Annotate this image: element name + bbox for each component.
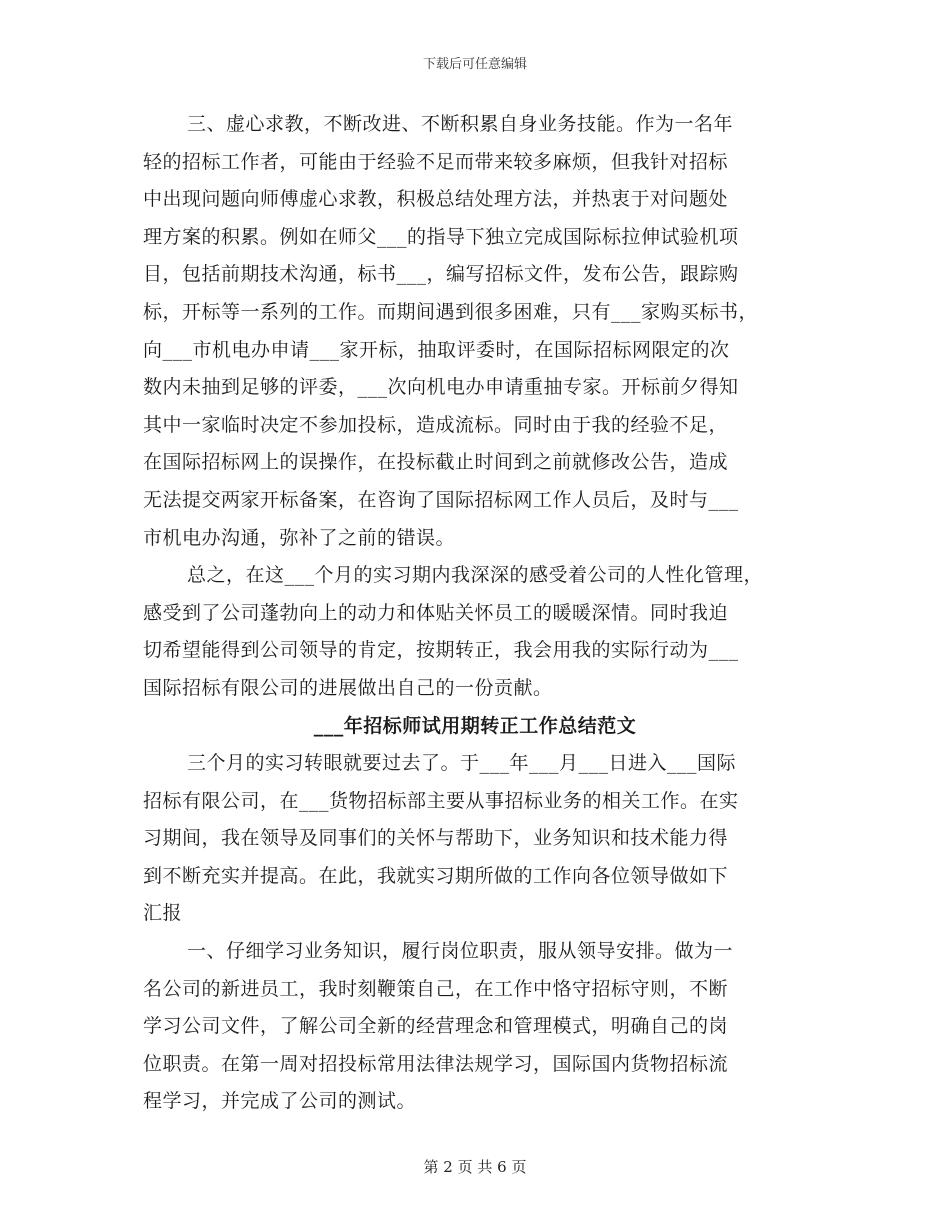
text-line: 习期间，我在领导及同事们的关怀与帮助下，业务知识和技术能力得 <box>143 827 729 850</box>
text-line: 标，开标等一系列的工作。而期间遇到很多困难，只有___家购买标书， <box>143 300 759 323</box>
text-line: 招标有限公司，在___货物招标部主要从事招标业务的相关工作。在实 <box>143 789 739 812</box>
text-line: 程学习，并完成了公司的测试。 <box>143 1090 417 1113</box>
paragraph-virtuous-learning <box>143 106 807 557</box>
page-header: 下载后可任意编辑 <box>422 57 527 72</box>
document-body <box>143 106 807 1121</box>
text-line: 中出现问题向师傅虚心求教，积极总结处理方法，并热衷于对问题处 <box>143 188 729 211</box>
text-line: 总之，在这___个月的实习期内我深深的感受着公司的人性化管理， <box>187 564 764 587</box>
page-footer: 第 2 页 共 6 页 <box>423 1158 527 1176</box>
text-line: 目，包括前期技术沟通，标书___，编写招标文件，发布公告，跟踪购 <box>143 263 739 286</box>
paragraph-introduction <box>143 745 807 933</box>
paragraph-conclusion <box>143 557 807 707</box>
text-line: 汇报 <box>143 902 183 925</box>
section-title: ___年招标师试用期转正工作总结范文 <box>313 714 637 737</box>
paragraph-study-duties <box>143 933 807 1121</box>
text-line: 市机电办沟通，弥补了之前的错误。 <box>143 526 456 549</box>
text-line: 感受到了公司蓬勃向上的动力和体贴关怀员工的暖暖深情。同时我迫 <box>143 601 729 624</box>
text-line: 学习公司文件，了解公司全新的经营理念和管理模式，明确自己的岗 <box>143 1015 729 1038</box>
text-line: 向___市机电办申请___家开标，抽取评委时，在国际招标网限定的次 <box>143 338 730 361</box>
text-line: 名公司的新进员工，我时刻鞭策自己，在工作中恪守招标守则，不断 <box>143 977 729 1000</box>
text-line: 位职责。在第一周对招投标常用法律法规学习，国际国内货物招标流 <box>143 1052 729 1075</box>
text-line: 轻的招标工作者，可能由于经验不足而带来较多麻烦，但我针对招标 <box>143 150 729 173</box>
text-line: 一、仔细学习业务知识，履行岗位职责，服从领导安排。做为一 <box>187 940 734 963</box>
text-line: 国际招标有限公司的进展做出自己的一份贡献。 <box>143 676 553 699</box>
text-line: 无法提交两家开标备案，在咨询了国际招标网工作人员后，及时与___ <box>143 488 739 511</box>
text-line: 理方案的积累。例如在师父___的指导下独立完成国际标拉伸试验机项 <box>143 225 739 248</box>
text-line: 其中一家临时决定不参加投标，造成流标。同时由于我的经验不足， <box>143 413 729 436</box>
text-line: 到不断充实并提高。在此，我就实习期所做的工作向各位领导做如下 <box>143 864 729 887</box>
text-line: 切希望能得到公司领导的肯定，按期转正，我会用我的实际行动为___ <box>143 639 739 662</box>
text-line: 数内未抽到足够的评委，___次向机电办申请重抽专家。开标前夕得知 <box>143 376 739 399</box>
text-line: 三、虚心求教，不断改进、不断积累自身业务技能。作为一名年 <box>187 113 734 135</box>
text-line: 在国际招标网上的误操作，在投标截止时间到之前就修改公告，造成 <box>143 451 729 474</box>
text-line: 三个月的实习转眼就要过去了。于___年___月___日进入___国际 <box>187 752 737 775</box>
